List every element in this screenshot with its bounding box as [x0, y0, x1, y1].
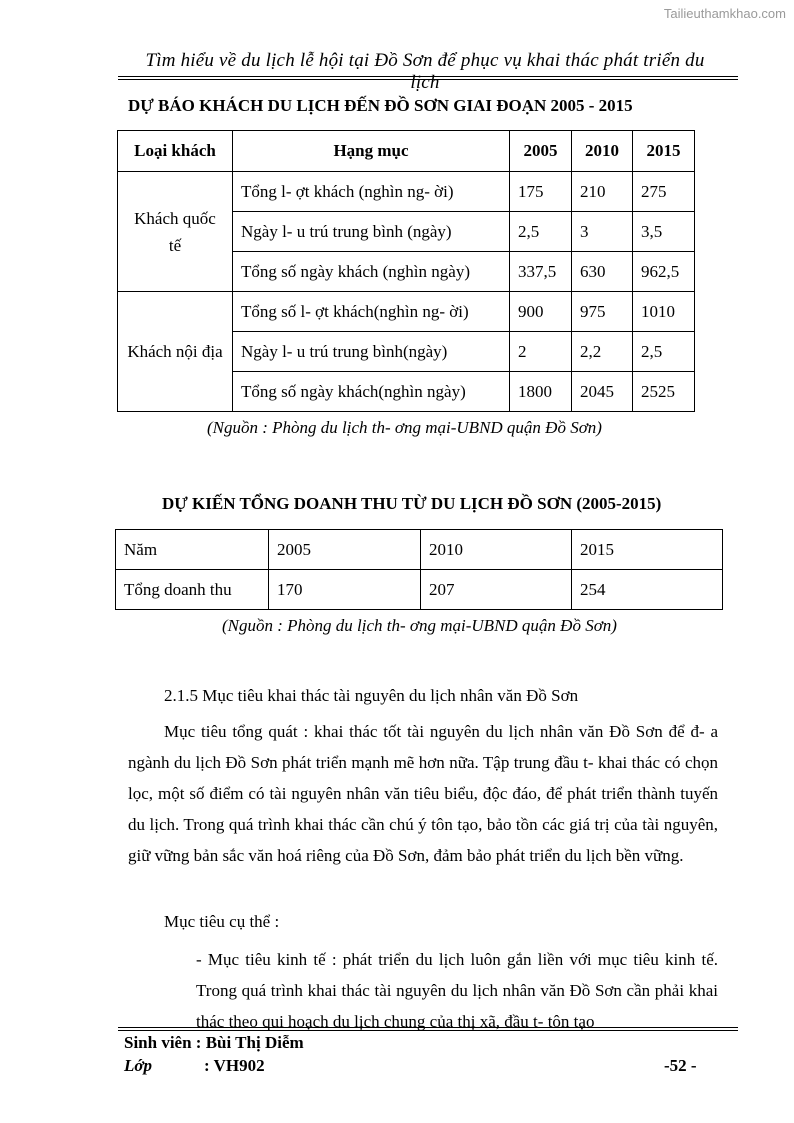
column-header: 2010 [572, 131, 633, 172]
table-cell: 2,5 [633, 332, 695, 372]
table-cell: 337,5 [510, 252, 572, 292]
header-rule [118, 79, 738, 80]
table-cell: Tổng l- ợt khách (nghìn ng- ời) [233, 172, 510, 212]
forecast-title: DỰ BÁO KHÁCH DU LỊCH ĐẾN ĐỒ SƠN GIAI ĐOẠN 2005 - 2015 [128, 96, 633, 115]
column-header: Loại khách [118, 131, 233, 172]
table-cell: 210 [572, 172, 633, 212]
footer-rule [118, 1027, 738, 1028]
table-cell: Năm [116, 530, 269, 570]
forecast-source: (Nguồn : Phòng du lịch th- ơng mại-UBND quận Đồ Sơn) [207, 418, 602, 437]
table-cell: Tổng số ngày khách(nghìn ngày) [233, 372, 510, 412]
table-cell: 2005 [269, 530, 421, 570]
table-cell: 170 [269, 570, 421, 610]
table-cell: Ngày l- u trú trung bình (ngày) [233, 212, 510, 252]
group-label-domestic: Khách nội địa [118, 292, 233, 412]
table-cell: 2010 [421, 530, 572, 570]
footer-rule [118, 1030, 738, 1031]
footer-class-value: : VH902 [204, 1056, 265, 1075]
page-number: -52 - [664, 1056, 697, 1075]
running-header: Tìm hiểu về du lịch lễ hội tại Đồ Sơn để phục vụ khai thác phát triển du lịch [145, 50, 705, 93]
table-cell: 2,5 [510, 212, 572, 252]
column-header: 2005 [510, 131, 572, 172]
table-cell: 1010 [633, 292, 695, 332]
table-cell: 900 [510, 292, 572, 332]
table-cell: 2,2 [572, 332, 633, 372]
revenue-title: DỰ KIẾN TỔNG DOANH THU TỪ DU LỊCH ĐỒ SƠN (2005-2015) [162, 494, 662, 513]
table-cell: 2015 [572, 530, 723, 570]
table-cell: 275 [633, 172, 695, 212]
table-cell: 254 [572, 570, 723, 610]
table-row [118, 292, 695, 332]
table-cell: Ngày l- u trú trung bình(ngày) [233, 332, 510, 372]
paragraph-economic-goal: - Mục tiêu kinh tế : phát triển du lịch luôn gắn liền với mục tiêu kinh tế. Trong quá trình khai thác tài nguyên du lịch nhân văn Đồ Sơn cần phải khai thác theo qui hoạch du lịch chung của thị xã, đầu t- tôn tạo [196, 950, 718, 1031]
table-cell: Tổng số l- ợt khách(nghìn ng- ời) [233, 292, 510, 332]
table-cell: 207 [421, 570, 572, 610]
table-cell: 175 [510, 172, 572, 212]
table-row [116, 530, 723, 570]
watermark: Tailieuthamkhao.com [663, 6, 786, 21]
table-cell: 975 [572, 292, 633, 332]
paragraph-specific-goal: Mục tiêu cụ thể : [164, 912, 280, 931]
table-cell: 2045 [572, 372, 633, 412]
table-cell: Tổng số ngày khách (nghìn ngày) [233, 252, 510, 292]
table-cell: 630 [572, 252, 633, 292]
section-heading: 2.1.5 Mục tiêu khai thác tài nguyên du lịch nhân văn Đồ Sơn [164, 686, 579, 705]
group-label-international: Khách quốc tế [118, 172, 233, 292]
revenue-source: (Nguồn : Phòng du lịch th- ơng mại-UBND quận Đồ Sơn) [222, 616, 617, 635]
table-cell: 3 [572, 212, 633, 252]
table-header-row [118, 131, 695, 172]
header-rule [118, 76, 738, 77]
column-header: Hạng mục [233, 131, 510, 172]
paragraph-general-goal: Mục tiêu tổng quát : khai thác tốt tài nguyên du lịch nhân văn Đồ Sơn để đ- a ngành du lịch Đồ Sơn phát triển mạnh mẽ hơn nữa. Tập trung đầu t- khai thác có chọn lọc, một số điểm có tài nguyên nhân văn tiêu biểu, độc đáo, để phát triển thành tuyến du lịch. Trong quá trình khai thác cần chú ý tôn tạo, bảo tồn các giá trị của tài nguyên, giữ vững bản sắc văn hoá riêng của Đồ Sơn, đảm bảo phát triển du lịch bền vững. [128, 722, 718, 865]
table-cell: Tổng doanh thu [116, 570, 269, 610]
table-cell: 2525 [633, 372, 695, 412]
table-cell: 1800 [510, 372, 572, 412]
forecast-table [117, 130, 695, 412]
table-row [118, 172, 695, 212]
table-row [116, 570, 723, 610]
table-cell: 962,5 [633, 252, 695, 292]
table-cell: 3,5 [633, 212, 695, 252]
column-header: 2015 [633, 131, 695, 172]
revenue-table [115, 529, 723, 610]
footer-student: Sinh viên : Bùi Thị Diễm [124, 1033, 304, 1052]
table-cell: 2 [510, 332, 572, 372]
footer-class-label: Lớp [124, 1056, 153, 1075]
